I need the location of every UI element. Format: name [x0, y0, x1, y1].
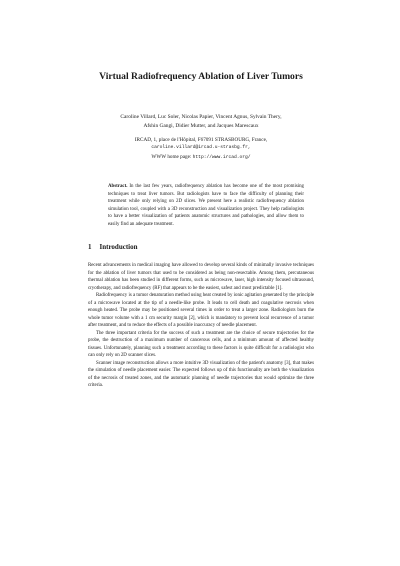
authors-line-1: Caroline Villard, Luc Soler, Nicolas Papier, Vincent Agnus, Sylvain Thery,	[120, 114, 282, 120]
paragraph: Radiofrequency is a tumor denaturation method using heat created by ionic agitation generated by the principle of a microwave located at the tip of a needle-like probe. It leads to cell death and coagulative necrosis when enough heated. The probe may be positioned several times in order to treat a larger zone. Radiologists burn the whole tumor volume with a 1 cm security margin [2], which is mandatory to prevent local recurrence of a tumor after treatment, and to reduce the effects of a possible inaccuracy of needle placement.	[88, 293, 314, 328]
homepage-url: http://www.ircad.org/	[192, 154, 251, 160]
abstract	[108, 183, 304, 229]
author-email: caroline.villard@ircad.u-strasbg.fr,	[151, 145, 251, 151]
author-list	[62, 113, 340, 130]
paragraph: Scanner image reconstruction allows a more intuitive 3D visualization of the patient's anatomy [3], that makes the simulation of needle placement easier. The expected follows up of this functionality are both the visualization of the necrosis of treated zones, and the automatic planning of needle trajectories that would optimize the three criteria.	[88, 360, 314, 388]
paragraph: Recent advancements in medical imaging have allowed to develop several kinds of minimally invasive techniques for the ablation of liver tumors that used to be considered as being non-resectable. Among them, percutaneous thermal ablation has been studied in different forms, such as microwave, laser, high intensity focused ultrasound, cryotherapy, and radiofrequency (RF) that appears to be the easiest, safest and most predictable [1].	[88, 263, 314, 291]
paragraph: The three important criteria for the success of such a treatment are the choice of secure trajectories for the probe, the destruction of a maximum number of cancerous cells, and a minimum amount of affected healthy tissues. Unfortunately, planning such a treatment according to these factors is quite difficult for a radiologist who can only rely on 2D scanner slices.	[88, 330, 314, 358]
authors-line-2: Afshin Gangi, Didier Mutter, and Jacques Marescaux	[143, 122, 259, 129]
section-title: Introduction	[99, 243, 138, 251]
abstract-label: Abstract.	[108, 184, 128, 189]
homepage-label: WWW home page:	[151, 153, 193, 160]
affiliation-block	[62, 136, 340, 162]
section-heading	[88, 243, 138, 251]
section-number: 1	[88, 243, 92, 251]
homepage-line	[62, 153, 340, 162]
affiliation: IRCAD, 1, place de l'Hôpital, F67091 STRASBOURG, France,	[134, 137, 268, 143]
abstract-text: In the last few years, radiofrequency ablation has become one of the most promising techniques to treat liver tumors. But radiologists have to face the difficulty of planning their treatment while only relying on 2D slices. We present here a realistic radiofrequency ablation simulation tool, coupled with a 3D reconstruction and visualization project. They help radiologists to have a better visualization of patients anatomic structures and pathologies, and allow them to easily find an adequate treatment.	[108, 184, 304, 227]
paper-title: Virtual Radiofrequency Ablation of Liver Tumors	[99, 71, 303, 82]
section-body	[88, 262, 314, 390]
